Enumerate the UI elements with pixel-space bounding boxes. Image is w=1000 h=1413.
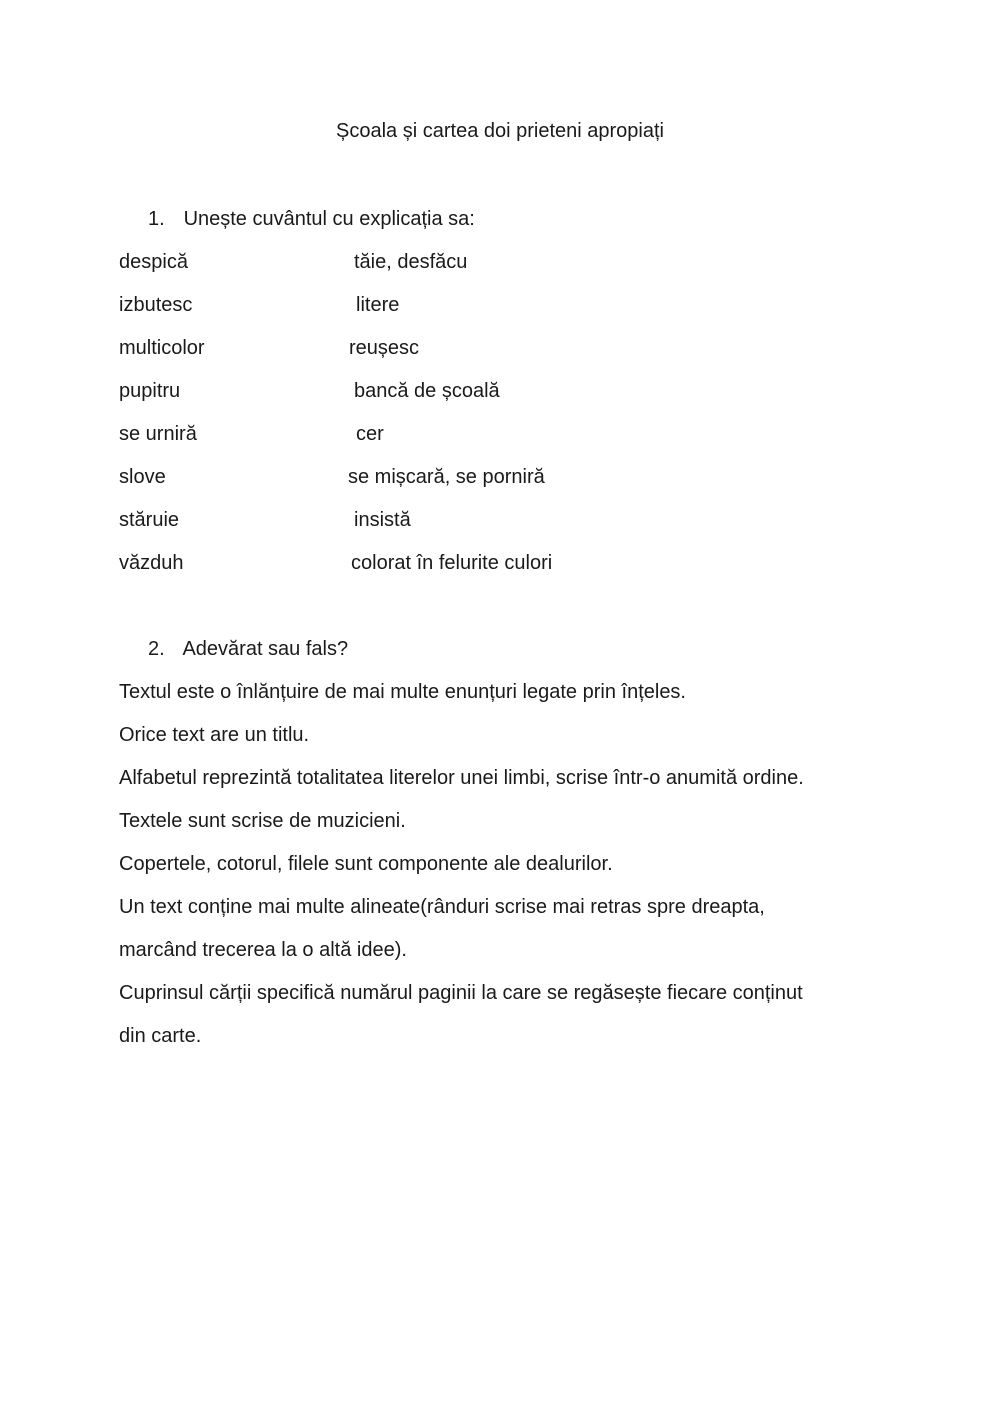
match-word: izbutesc [119,294,193,316]
exercise-1-heading [148,208,475,231]
match-word: multicolor [119,337,205,359]
statement-line: marcând trecerea la o altă idee). [119,939,407,961]
match-word: despică [119,251,188,273]
match-row [119,509,819,537]
statement-line: Cuprinsul cărții specifică numărul paginii la care se regăsește fiecare conținut [119,982,803,1004]
match-word: se urniră [119,423,197,445]
statement-line: Alfabetul reprezintă totalitatea literelor unei limbi, scrise într-o anumită ordine. [119,767,804,789]
match-row [119,552,819,580]
match-definition: reușesc [349,337,420,359]
match-row [119,294,819,322]
match-definition: insistă [354,509,411,531]
statement-line: din carte. [119,1025,202,1047]
match-word: slove [119,466,166,488]
match-row [119,380,819,408]
exercise-1-number: 1. [148,208,165,230]
match-definition: tăie, desfăcu [354,251,468,273]
statement-line: Copertele, cotorul, filele sunt componente ale dealurilor. [119,853,613,875]
match-definition: se mișcară, se porniră [348,466,545,488]
statement-line: Textul este o înlănțuire de mai multe enunțuri legate prin înțeles. [119,681,686,703]
match-definition: litere [356,294,400,316]
match-definition: cer [356,423,384,445]
statement-line: Un text conține mai multe alineate(rânduri scrise mai retras spre dreapta, [119,896,765,918]
match-word: văzduh [119,552,184,574]
match-row [119,251,819,279]
page-title: Școala și cartea doi prieteni apropiați [336,120,664,142]
match-definition: colorat în felurite culori [351,552,553,574]
match-row [119,466,819,494]
exercise-2-number: 2. [148,638,165,660]
match-word: pupitru [119,380,181,402]
match-row [119,337,819,365]
match-word: stăruie [119,509,180,531]
match-row [119,423,819,451]
exercise-2-heading [148,638,348,661]
statement-line: Orice text are un titlu. [119,724,310,746]
exercise-1-instruction: Unește cuvântul cu explicația sa: [183,208,475,230]
statement-line: Textele sunt scrise de muzicieni. [119,810,406,832]
exercise-2-instruction: Adevărat sau fals? [182,638,349,660]
match-definition: bancă de școală [354,380,500,402]
